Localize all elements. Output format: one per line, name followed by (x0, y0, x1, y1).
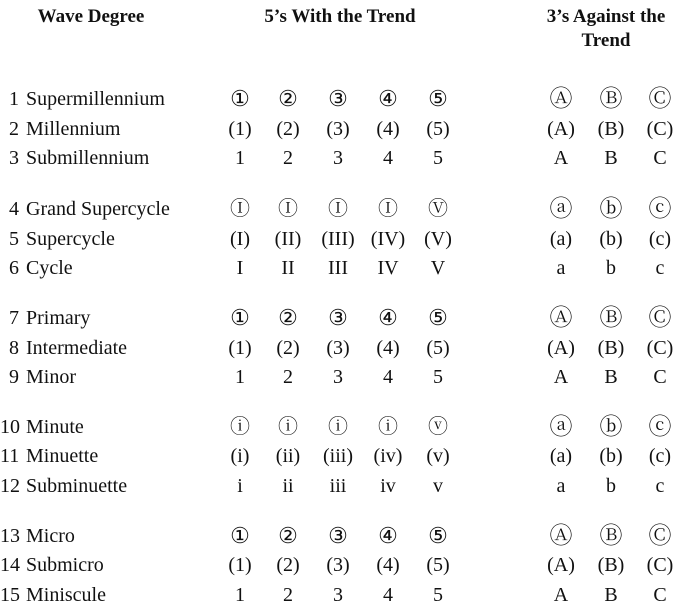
five-wave-label: I (236, 257, 244, 279)
five-wave-label: 4 (383, 584, 393, 606)
five-wave-label: 4 (383, 366, 393, 388)
three-wave-label: (A) (547, 337, 575, 359)
five-wave-label: v (433, 475, 443, 497)
five-wave-label: ⑤ (428, 523, 448, 548)
wave-degree-name: Subminuette (26, 475, 128, 497)
five-wave-label: (3) (326, 337, 350, 359)
five-wave-label: iv (380, 475, 396, 497)
table-row (0, 114, 687, 144)
wave-degree-name: Supermillennium (26, 88, 165, 110)
five-wave-label: ④ (378, 523, 398, 548)
five-wave-label: (1) (228, 118, 252, 140)
row-number: 7 (9, 307, 19, 329)
five-wave-label: 2 (283, 366, 293, 388)
three-wave-label: (c) (648, 228, 672, 250)
three-wave-label: A (553, 584, 569, 606)
five-wave-label: ⓘ (378, 416, 398, 438)
five-wave-label: ① (230, 86, 250, 111)
five-wave-label: 3 (333, 366, 343, 388)
three-wave-label: C (653, 366, 667, 388)
five-wave-label: (IV) (370, 228, 406, 250)
five-wave-label: (ii) (275, 445, 301, 467)
three-wave-label: (C) (646, 118, 674, 140)
five-wave-label: (5) (426, 554, 450, 576)
five-wave-label: (4) (376, 554, 400, 576)
three-wave-label: B (604, 147, 618, 169)
row-number: 5 (9, 228, 19, 250)
row-number: 15 (0, 584, 20, 606)
three-wave-label: (A) (547, 554, 575, 576)
five-wave-label: ① (230, 305, 250, 330)
three-wave-label: B (604, 584, 618, 606)
three-wave-label: (B) (597, 554, 625, 576)
row-number: 14 (0, 554, 20, 576)
three-wave-label: a (556, 257, 566, 279)
wave-degree-name: Intermediate (26, 337, 128, 359)
wave-degree-name: Minute (26, 416, 84, 438)
five-wave-label: Ⓘ (278, 198, 298, 220)
five-wave-label: ③ (328, 523, 348, 548)
three-wave-label: (c) (648, 445, 672, 467)
five-wave-label: ① (230, 523, 250, 548)
three-wave-label: ⓐ (549, 196, 573, 221)
table-row (0, 253, 687, 283)
five-wave-label: ⓘ (278, 416, 298, 438)
five-wave-label: ⓥ (428, 416, 448, 438)
five-wave-label: V (430, 257, 446, 279)
five-wave-label: Ⓘ (378, 198, 398, 220)
three-wave-label: Ⓒ (648, 86, 672, 111)
three-wave-label: (C) (646, 337, 674, 359)
five-wave-label: (iii) (323, 445, 353, 467)
row-number: 9 (9, 366, 19, 388)
five-wave-label: (5) (426, 337, 450, 359)
five-wave-label: Ⓘ (230, 198, 250, 220)
table-row (0, 362, 687, 392)
five-wave-label: ③ (328, 86, 348, 111)
five-wave-label: iii (329, 475, 347, 497)
wave-degree-name: Minor (26, 366, 76, 388)
three-wave-label: C (653, 147, 667, 169)
wave-degree-name: Micro (26, 525, 75, 547)
five-wave-label: (4) (376, 337, 400, 359)
row-number: 3 (9, 147, 19, 169)
table-row (0, 303, 687, 333)
three-wave-label: (b) (599, 228, 623, 250)
three-wave-label: b (606, 475, 616, 497)
row-number: 8 (9, 337, 19, 359)
five-wave-label: (V) (424, 228, 452, 250)
three-wave-label: B (604, 366, 618, 388)
three-wave-label: ⓐ (549, 414, 573, 439)
three-wave-label: (C) (646, 554, 674, 576)
three-wave-label: Ⓑ (599, 86, 623, 111)
five-wave-label: (1) (228, 337, 252, 359)
three-wave-label: ⓑ (599, 196, 623, 221)
five-wave-label: (2) (276, 554, 300, 576)
five-wave-label: 1 (235, 147, 245, 169)
five-wave-label: (II) (274, 228, 302, 250)
three-wave-label: Ⓑ (599, 305, 623, 330)
wave-degree-name: Submillennium (26, 147, 150, 169)
five-wave-label: (v) (426, 445, 450, 467)
three-wave-label: Ⓑ (599, 523, 623, 548)
row-number: 4 (9, 198, 19, 220)
three-wave-label: A (553, 147, 569, 169)
wave-degree-name: Millennium (26, 118, 121, 140)
row-number: 11 (0, 445, 20, 467)
five-wave-label: 4 (383, 147, 393, 169)
five-wave-label: 1 (235, 366, 245, 388)
three-wave-label: (B) (597, 118, 625, 140)
row-number: 6 (9, 257, 19, 279)
wave-degree-name: Primary (26, 307, 91, 329)
wave-degree-name: Supercycle (26, 228, 115, 250)
table-row (0, 143, 687, 173)
row-number: 10 (0, 416, 20, 438)
three-wave-label: b (606, 257, 616, 279)
five-wave-label: (4) (376, 118, 400, 140)
five-wave-label: (III) (321, 228, 355, 250)
five-wave-label: ⓘ (328, 416, 348, 438)
three-wave-label: Ⓐ (549, 305, 573, 330)
row-number: 13 (0, 525, 20, 547)
three-wave-label: Ⓐ (549, 523, 573, 548)
five-wave-label: ② (278, 523, 298, 548)
row-number: 1 (9, 88, 19, 110)
five-wave-label: ⑤ (428, 305, 448, 330)
five-wave-label: (I) (230, 228, 250, 250)
five-wave-label: (3) (326, 118, 350, 140)
five-wave-label: 5 (433, 584, 443, 606)
table-row (0, 194, 687, 224)
five-wave-label: ii (282, 475, 294, 497)
five-wave-label: 3 (333, 584, 343, 606)
five-wave-label: ③ (328, 305, 348, 330)
three-wave-label: Ⓒ (648, 305, 672, 330)
three-wave-label: (a) (549, 228, 573, 250)
row-number: 2 (9, 118, 19, 140)
table-row (0, 471, 687, 501)
three-wave-label: ⓑ (599, 414, 623, 439)
five-wave-label: ④ (378, 86, 398, 111)
wave-degree-name: Minuette (26, 445, 99, 467)
five-wave-label: Ⓥ (428, 198, 448, 220)
wave-degree-name: Miniscule (26, 584, 106, 606)
three-wave-label: (B) (597, 337, 625, 359)
five-wave-label: ② (278, 86, 298, 111)
table-row (0, 412, 687, 442)
three-wave-label: (A) (547, 118, 575, 140)
five-wave-label: ④ (378, 305, 398, 330)
five-wave-label: 2 (283, 584, 293, 606)
table-row (0, 580, 687, 610)
five-wave-label: (i) (230, 445, 250, 467)
five-wave-label: i (237, 475, 243, 497)
table-row (0, 84, 687, 114)
five-wave-label: 5 (433, 366, 443, 388)
five-wave-label: 5 (433, 147, 443, 169)
table-row (0, 441, 687, 471)
table-row (0, 521, 687, 551)
five-wave-label: 1 (235, 584, 245, 606)
five-wave-label: IV (377, 257, 399, 279)
three-wave-label: c (655, 475, 665, 497)
table-row (0, 550, 687, 580)
five-wave-label: ⓘ (230, 416, 250, 438)
row-number: 12 (0, 475, 20, 497)
header-threes-against-trend: 3’s Against the Trend (546, 6, 666, 51)
five-wave-label: III (328, 257, 348, 279)
table-row (0, 333, 687, 363)
five-wave-label: 3 (333, 147, 343, 169)
five-wave-label: 2 (283, 147, 293, 169)
table-row (0, 224, 687, 254)
header-wave-degree: Wave Degree (37, 6, 145, 27)
three-wave-label: (a) (549, 445, 573, 467)
five-wave-label: (iv) (373, 445, 403, 467)
three-wave-label: Ⓐ (549, 86, 573, 111)
three-wave-label: c (655, 257, 665, 279)
five-wave-label: (3) (326, 554, 350, 576)
three-wave-label: (b) (599, 445, 623, 467)
five-wave-label: (2) (276, 118, 300, 140)
wave-degree-name: Grand Supercycle (26, 198, 170, 220)
three-wave-label: Ⓒ (648, 523, 672, 548)
three-wave-label: ⓒ (648, 414, 672, 439)
five-wave-label: ⑤ (428, 86, 448, 111)
wave-degree-name: Cycle (26, 257, 73, 279)
header-fives-with-trend: 5’s With the Trend (264, 6, 416, 27)
three-wave-label: a (556, 475, 566, 497)
five-wave-label: II (281, 257, 295, 279)
five-wave-label: (2) (276, 337, 300, 359)
five-wave-label: ② (278, 305, 298, 330)
wave-degree-name: Submicro (26, 554, 104, 576)
five-wave-label: (1) (228, 554, 252, 576)
three-wave-label: ⓒ (648, 196, 672, 221)
three-wave-label: C (653, 584, 667, 606)
five-wave-label: (5) (426, 118, 450, 140)
three-wave-label: A (553, 366, 569, 388)
five-wave-label: Ⓘ (328, 198, 348, 220)
